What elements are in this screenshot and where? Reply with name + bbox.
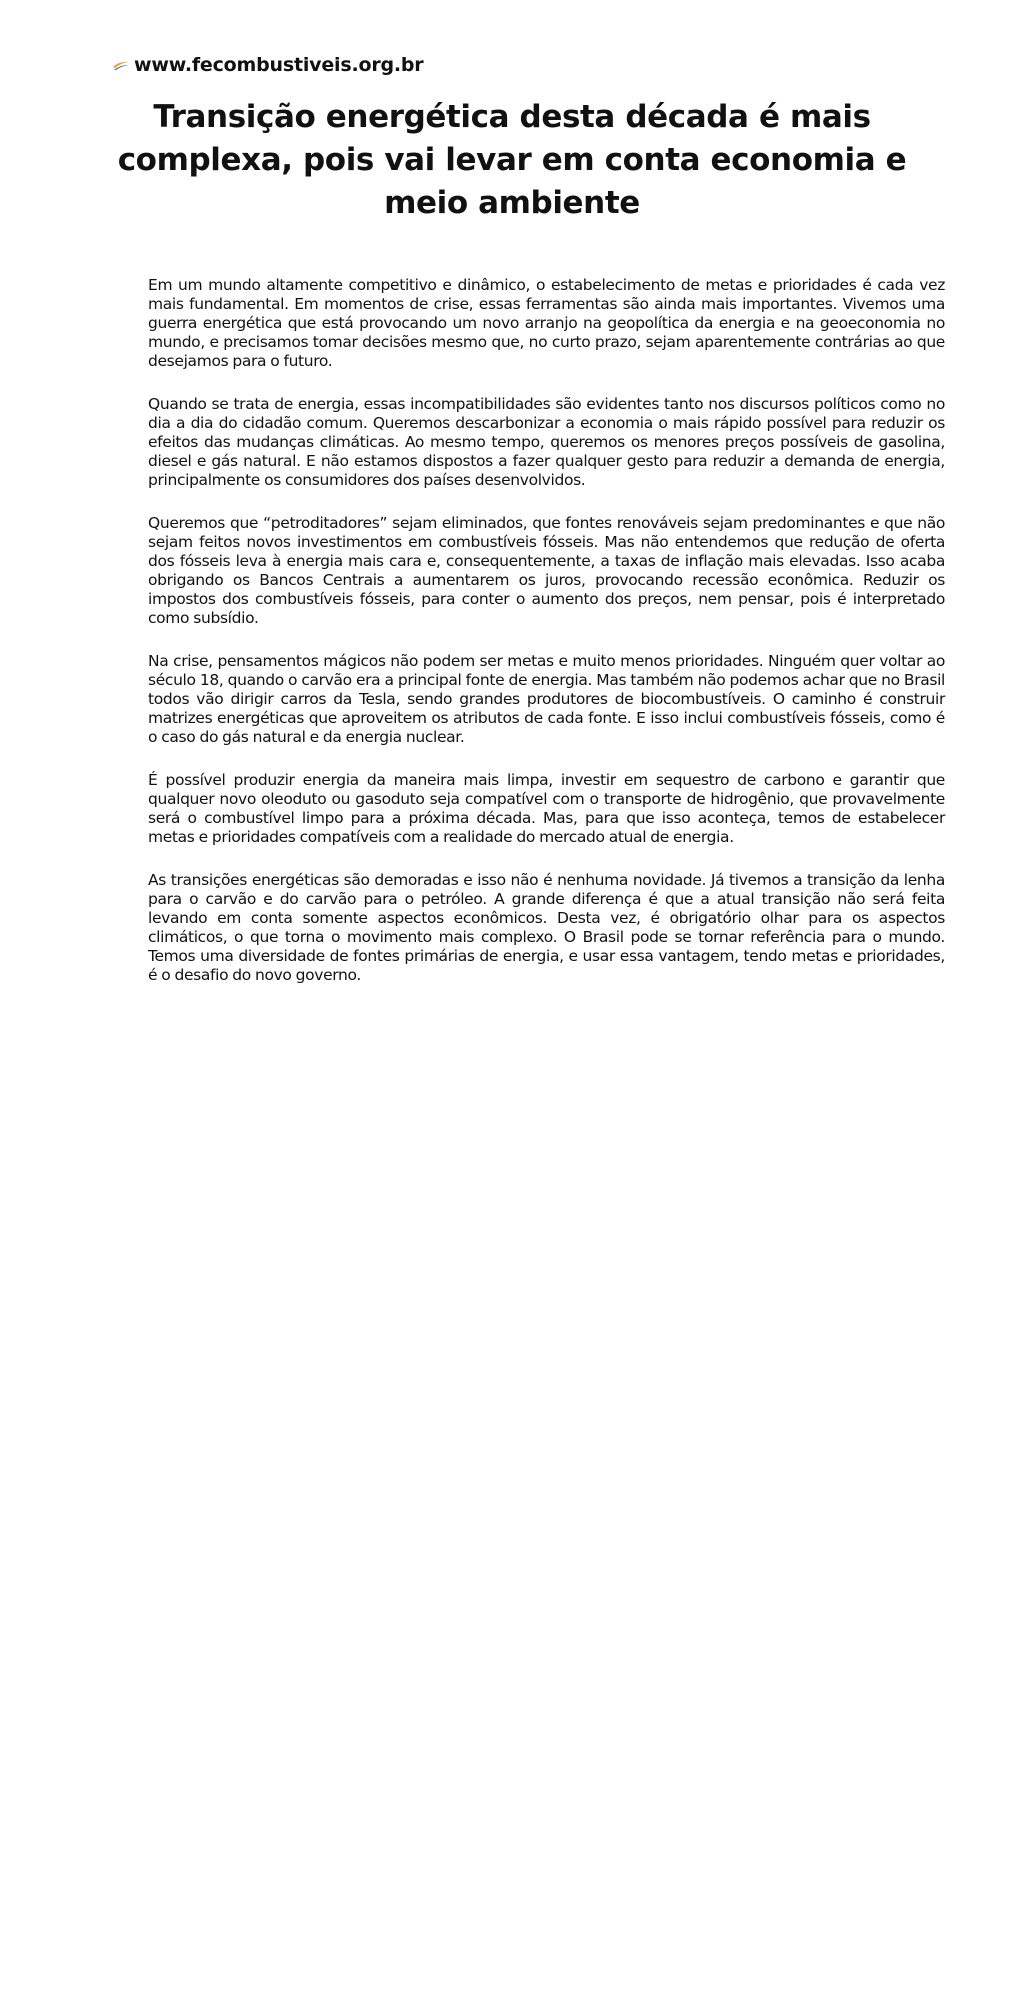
article-title: Transição energética desta década é mais complexa, pois vai levar em conta economia e meio ambiente (117, 99, 907, 221)
article-paragraph: Quando se trata de energia, essas incompatibilidades são evidentes tanto nos discursos políticos como no dia a dia do cidadão comum. Queremos descarbonizar a economia o mais rápido possível para reduzir os efeitos das mudanças climáticas. Ao mesmo tempo, queremos os menores preços possíveis de gasolina, diesel e gás natural. E não estamos dispostos a fazer qualquer gesto para reduzir a demanda de energia, principalmente os consumidores dos países desenvolvidos. (148, 395, 945, 489)
site-header (112, 52, 423, 78)
article-body (148, 276, 945, 1009)
article-paragraph: Em um mundo altamente competitivo e dinâmico, o estabelecimento de metas e prioridades é cada vez mais fundamental. Em momentos de crise, essas ferramentas são ainda mais importantes. Vivemos uma guerra energética que está provocando um novo arranjo na geopolítica da energia e na geoeconomia no mundo, e precisamos tomar decisões mesmo que, no curto prazo, sejam aparentemente contrárias ao que desejamos para o futuro. (148, 276, 945, 370)
article-paragraph: As transições energéticas são demoradas e isso não é nenhuma novidade. Já tivemos a transição da lenha para o carvão e do carvão para o petróleo. A grande diferença é que a atual transição não será feita levando em conta somente aspectos econômicos. Desta vez, é obrigatório olhar para os aspectos climáticos, o que torna o movimento mais complexo. O Brasil pode se tornar referência para o mundo. Temos uma diversidade de fontes primárias de energia, e usar essa vantagem, tendo metas e prioridades, é o desafio do novo governo. (148, 871, 945, 984)
article-paragraph: Na crise, pensamentos mágicos não podem ser metas e muito menos prioridades. Ninguém quer voltar ao século 18, quando o carvão era a principal fonte de energia. Mas também não podemos achar que no Brasil todos vão dirigir carros da Tesla, sendo grandes produtores de biocombustíveis. O caminho é construir matrizes energéticas que aproveitem os atributos de cada fonte. E isso inclui combustíveis fósseis, como é o caso do gás natural e da energia nuclear. (148, 652, 945, 746)
swoosh-logo-icon (112, 58, 130, 72)
site-url[interactable]: www.fecombustiveis.org.br (134, 54, 424, 76)
article-paragraph: Queremos que “petroditadores” sejam eliminados, que fontes renováveis sejam predominantes e que não sejam feitos novos investimentos em combustíveis fósseis. Mas não entendemos que redução de oferta dos fósseis leva à energia mais cara e, consequentemente, a taxas de inflação mais elevadas. Isso acaba obrigando os Bancos Centrais a aumentarem os juros, provocando recessão econômica. Reduzir os impostos dos combustíveis fósseis, para conter o aumento dos preços, nem pensar, pois é interpretado como subsídio. (148, 514, 945, 627)
article-paragraph: É possível produzir energia da maneira mais limpa, investir em sequestro de carbono e garantir que qualquer novo oleoduto ou gasoduto seja compatível com o transporte de hidrogênio, que provavelmente será o combustível limpo para a próxima década. Mas, para que isso aconteça, temos de estabelecer metas e prioridades compatíveis com a realidade do mercado atual de energia. (148, 771, 945, 846)
